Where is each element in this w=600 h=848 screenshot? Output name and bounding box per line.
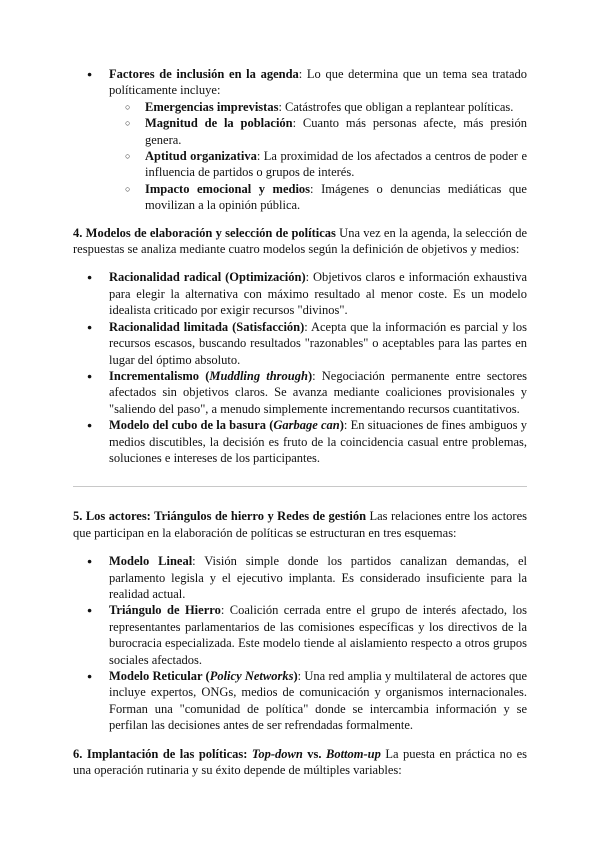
item-text: : Visión simple donde los partidos canalizan demandas, el parlamento legisla y el ejecutivo implanta. Es considerado insuficiente para la realidad actual. [109,554,527,601]
item-text: : Una red amplia y multilateral de actores que incluye expertos, ONGs, medios de comunicación y organismos internacionales. Forman una "comunidad de política" donde se intercambia información y se perfilan las decisiones antes de ser refrendadas formalmente. [109,669,527,733]
item-text: : Objetivos claros e información exhaustiva para elegir la alternativa con máximo resultado al menor coste. Es un modelo idealista criticado por exigir recursos "divinos". [109,270,527,318]
item-text: : En situaciones de fines ambiguos y medios discutibles, la decisión es fruto de la coincidencia casual entre problemas, soluciones e intereses de los participantes. [109,418,527,465]
item-title: Triángulo de Hierro [109,603,221,618]
list-item [73,417,527,466]
heading-pre: 6. Implantación de las políticas: [73,746,252,761]
item-text: : Acepta que la información es parcial y los recursos escasos, buscando resultados "razonables" o aceptables para las partes en lugar del óptimo absoluto. [109,319,527,367]
section-heading: 4. Modelos de elaboración y selección de políticas [73,225,336,240]
list-item [73,553,527,602]
section-intro-text: Una vez en la agenda, la selección de respuestas se analiza mediante cuatro modelos según la definición de objetivos y medios: [73,225,527,257]
item-title [109,418,344,432]
agenda-factors-list [73,66,527,214]
item-title-pre: Modelo Reticular ( [109,669,210,683]
sub-item-text: : Cuanto más personas afecte, más presión genera. [145,116,527,147]
heading-mid: vs. [302,746,326,761]
section-intro-text: Las relaciones entre los actores que participan en la elaboración de políticas se estructuran en tres esquemas: [73,509,527,540]
sub-item-title: Impacto emocional y medios [145,181,311,196]
sub-item-text: : Catástrofes que obligan a replantear políticas. [278,99,514,114]
sub-item-title: Magnitud de la población [145,116,293,131]
item-title: Modelo Lineal [109,554,193,569]
sub-list [109,99,527,214]
item-title: Racionalidad limitada (Satisfacción) [109,319,305,334]
section-heading [73,747,381,761]
models-list [73,269,527,466]
list-item [73,668,527,734]
sub-item-text: : Imágenes o denuncias mediáticas que movilizan a la opinión pública. [145,181,527,213]
item-title-italic: Muddling through [209,368,308,383]
list-item [73,66,527,214]
section-heading: 5. Los actores: Triángulos de hierro y Redes de gestión [73,509,367,524]
item-text: : Coalición cerrada entre el grupo de interés afectado, los representantes parlamentarios de las comisiones específicas y los directivos de la burocracia especializada. Este modelo tiende al aislamiento respecto a otros grupos sociales afectados. [109,603,528,667]
actors-list [73,553,527,733]
item-text: : Lo que determina que un tema sea tratado políticamente incluye: [109,67,527,98]
sub-list-item [109,181,527,214]
heading-italic-2: Bottom-up [326,746,381,761]
section-4-intro [73,225,527,258]
item-title: Racionalidad radical (Optimización) [109,270,306,285]
sub-item-text: : La proximidad de los afectados a centros de poder e influencia de partidos o grupos de interés. [145,149,527,180]
section-5-intro [73,508,527,541]
horizontal-divider [73,486,527,487]
item-title-pre: Modelo del cubo de la basura ( [109,418,274,433]
item-text: : Negociación permanente entre sectores afectados sin objetivos claros. Se avanza mediante coaliciones provisionales y "saliendo del paso", a menudo simplemente incrementando recursos cuantitativos. [109,368,527,416]
list-item [73,269,527,318]
item-title [109,669,298,683]
sub-item-title: Aptitud organizativa [145,149,257,164]
section-intro-text: La puesta en práctica no es una operación rutinaria y su éxito depende de múltiples variables: [73,746,527,778]
list-item [73,602,527,668]
item-title-italic: Policy Networks [209,669,294,683]
section-6-intro [73,746,527,779]
item-title-post: ) [339,418,344,433]
sub-list-item [109,148,527,181]
sub-item-title: Emergencias imprevistas [145,99,279,114]
document-page [73,66,527,778]
item-title: Factores de inclusión en la agenda [109,67,299,81]
item-title-post: ) [293,669,298,683]
item-title-pre: Incrementalismo ( [109,368,210,383]
item-title-italic: Garbage can [273,418,340,433]
list-item [73,368,527,417]
sub-list-item [109,115,527,148]
heading-italic-1: Top-down [251,746,303,761]
list-item [73,319,527,368]
item-title [109,369,312,383]
sub-list-item [109,99,527,115]
item-title-post: ) [307,368,313,383]
